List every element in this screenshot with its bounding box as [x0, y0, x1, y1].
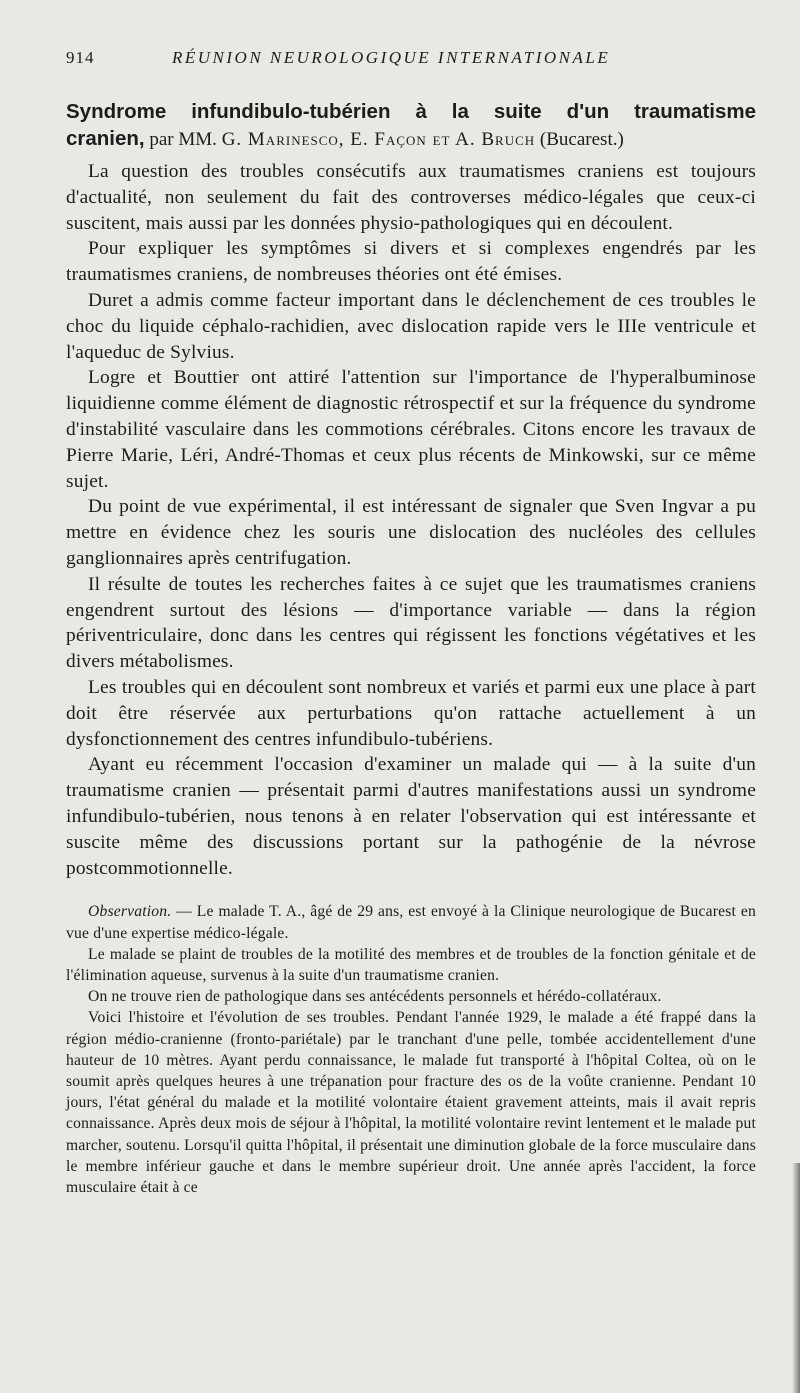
affiliation: (Bucarest.)	[535, 129, 624, 150]
paragraph: Duret a admis comme facteur important dans le déclenchement de ces troubles le choc du liquide céphalo-rachidien, avec dislocation rapide vers le IIIe ventricule et l'aqueduc de Sylvius.	[66, 289, 756, 363]
paragraph: La question des troubles consécutifs aux traumatismes craniens est toujours d'actualité, non seulement du fait des controverses médico-légales que ceux-ci suscitent, mais aussi par les données physio-pathologiques qui en découlent.	[66, 161, 756, 234]
observation-paragraph: Voici l'histoire et l'évolution de ses troubles. Pendant l'année 1929, le malade a été frappé dans la région médio-cranienne (fronto-pariétale) par le tranchant d'une pelle, tombée accidentellement d'une hauteur de 10 mètres. Ayant perdu connaissance, le malade fut transporté à l'hôpital Coltea, où on le soumit après quelques heures à une trépanation pour fracture des os de la voûte cranienne. Pendant 10 jours, l'état général du malade et la motilité volontaire étaient gravement atteints, mais il avait repris connaissance. Après deux mois de séjour à l'hôpital, la motilité volontaire revint lentement et le malade put marcher, soutenu. Lorsqu'il quitta l'hôpital, il présentait une diminution globale de la force musculaire dans le membre inférieur gauche et dans le membre supérieur droit. Une année après l'accident, la force musculaire était à ce	[66, 1009, 756, 1196]
authors-prefix: par MM.	[144, 129, 222, 150]
observation-section	[66, 901, 756, 1198]
article-title-continuation: cranien,	[66, 127, 145, 150]
article-title: Syndrome infundibulo-tubérien à la suite d'un traumatisme	[66, 100, 756, 123]
page-number: 914	[66, 48, 95, 67]
paragraph: Il résulte de toutes les recherches faites à ce sujet que les traumatismes craniens engendrent surtout des lésions — d'importance variable — dans la région périventriculaire, donc dans les centres qui régissent les fonctions végétatives et les divers métabolismes.	[66, 573, 756, 673]
running-header	[66, 38, 756, 78]
observation-intro	[66, 901, 756, 943]
paragraph: Logre et Bouttier ont attiré l'attention sur l'importance de l'hyperalbuminose liquidienne comme élément de diagnostic rétrospectif et sur la fréquence du syndrome d'instabilité vasculaire dans les commotions cérébrales. Citons encore les travaux de Pierre Marie, Léri, André-Thomas et ceux plus récents de Minkowski, sur ce même sujet.	[66, 367, 756, 492]
article-body	[66, 159, 756, 881]
authors: G. Marinesco, E. Façon et A. Bruch	[221, 129, 536, 150]
paragraph: Pour expliquer les symptômes si divers et si complexes engendrés par les traumatismes craniens, de nombreuses théories ont été émises.	[66, 238, 756, 286]
page-edge-shadow	[792, 1163, 800, 1393]
paragraph: Les troubles qui en découlent sont nombreux et variés et parmi eux une place à part doit être réservée aux perturbations qu'on rattache actuellement à un dysfonctionnement des centres infundibulo-tubériens.	[66, 676, 756, 750]
observation-first: — Le malade T. A., âgé de 29 ans, est envoyé à la Clinique neurologique de Bucarest en vue d'une expertise médico-légale.	[66, 903, 756, 942]
article-byline	[66, 125, 756, 153]
paragraph: Ayant eu récemment l'occasion d'examiner un malade qui — à la suite d'un traumatisme cranien — présentait parmi d'autres manifestations aussi un syndrome infundibulo-tubérien, nous tenons à en relater l'observation qui est intéressante et suscite même des discussions portant sur la pathogénie de la névrose postcommotionnelle.	[66, 754, 756, 879]
paragraph: Du point de vue expérimental, il est intéressant de signaler que Sven Ingvar a pu mettre en évidence chez les souris une dislocation des nucléoles des cellules ganglionnaires après centrifugation.	[66, 496, 756, 569]
observation-paragraph: On ne trouve rien de pathologique dans ses antécédents personnels et hérédo-collatéraux.	[88, 988, 662, 1006]
running-title: RÉUNION NEUROLOGIQUE INTERNATIONALE	[172, 48, 611, 67]
observation-label: Observation.	[88, 903, 172, 921]
observation-paragraph: Le malade se plaint de troubles de la motilité des membres et de troubles de la fonction génitale et de l'élimination aqueuse, survenus à la suite d'un traumatisme cranien.	[66, 945, 756, 984]
